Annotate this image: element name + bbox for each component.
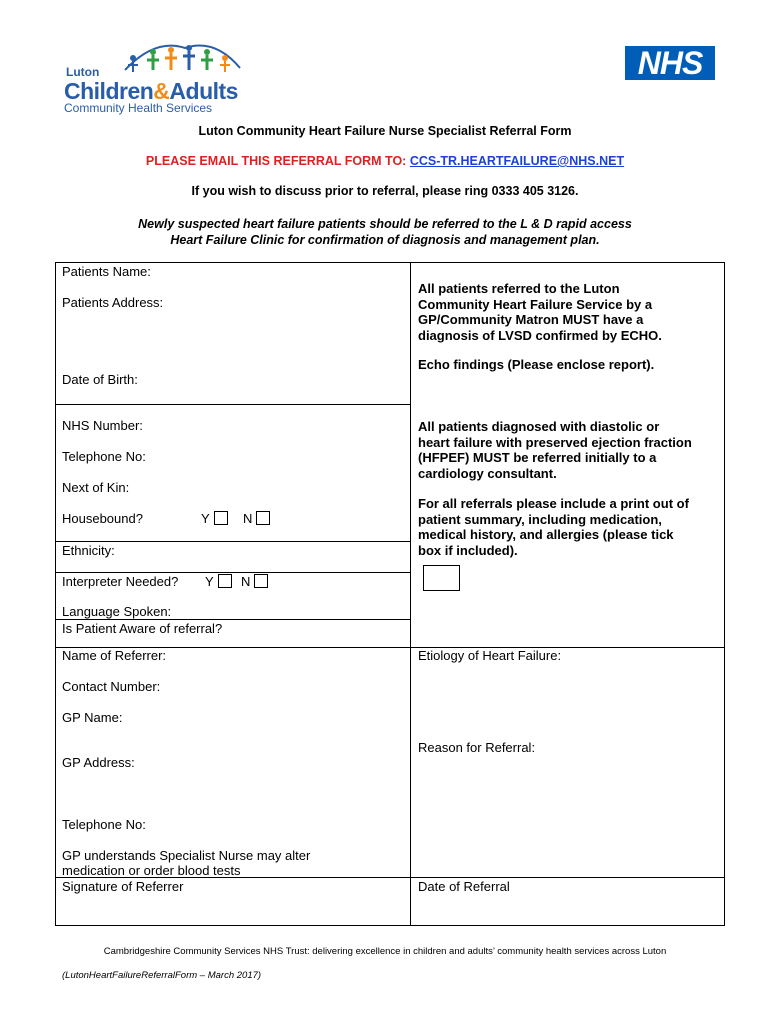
form-title: Luton Community Heart Failure Nurse Specialist Referral Form (198, 124, 572, 138)
signature-label: Signature of Referrer (62, 879, 184, 894)
housebound-yes-checkbox[interactable] (214, 511, 228, 525)
row-divider (56, 404, 410, 405)
housebound-yes-label: Y (201, 511, 210, 526)
hfpef-line4: cardiology consultant. (418, 465, 557, 481)
patient-aware-label: Is Patient Aware of referral? (62, 621, 223, 636)
contact-number-label: Contact Number: (62, 679, 161, 694)
echo-findings: Echo findings (Please enclose report). (418, 357, 655, 372)
summary-included-checkbox[interactable] (423, 565, 460, 591)
logo-ampersand: & (153, 78, 170, 104)
nhs-logo: NHS (625, 46, 715, 80)
lvsd-line1: All patients referred to the Luton (418, 281, 620, 296)
row-divider (56, 541, 410, 542)
reason-label: Reason for Referral: (418, 740, 536, 755)
lvsd-requirement (418, 281, 723, 343)
interpreter-yes-checkbox[interactable] (218, 574, 232, 588)
interpreter-no-checkbox[interactable] (254, 574, 268, 588)
trust-footer: Cambridgeshire Community Services NHS Trust: delivering excellence in children and adults’ community health services across Luton (103, 946, 667, 957)
logo-name-part1: Children (64, 78, 154, 104)
print-line1: For all referrals please include a print out of (418, 496, 689, 511)
print-line3: medical history, and allergies (please tick (418, 527, 674, 542)
column-divider (410, 263, 411, 925)
print-line2: patient summary, including medication, (418, 511, 662, 527)
interpreter-no-label: N (241, 574, 251, 589)
interpreter-yes-label: Y (205, 574, 214, 589)
lvsd-line4: diagnosis of LVSD confirmed by ECHO. (418, 327, 662, 343)
gp-understands-line1: GP understands Specialist Nurse may alter (62, 848, 311, 863)
print-line4: box if included). (418, 542, 518, 558)
hfpef-line3: (HFPEF) MUST be referred initially to a (418, 450, 657, 465)
housebound-no-label: N (243, 511, 253, 526)
referral-note (0, 216, 770, 248)
email-instruction (0, 154, 770, 168)
hfpef-line2: heart failure with preserved ejection fraction (418, 434, 692, 450)
language-label: Language Spoken: (62, 604, 172, 619)
gp-telephone-label: Telephone No: (62, 817, 146, 832)
patient-name-label: Patients Name: (62, 264, 151, 279)
nhs-number-label: NHS Number: (62, 418, 143, 433)
telephone-label: Telephone No: (62, 449, 146, 464)
housebound-no-checkbox[interactable] (256, 511, 270, 525)
gp-address-label: GP Address: (62, 755, 135, 770)
print-out-instruction (418, 496, 723, 558)
organisation-logo (60, 40, 260, 120)
date-referral-label: Date of Referral (418, 879, 510, 894)
next-of-kin-label: Next of Kin: (62, 480, 130, 495)
housebound-yes (201, 511, 228, 526)
patient-address-label: Patients Address: (62, 295, 164, 310)
referral-note-line2: Heart Failure Clinic for confirmation of diagnosis and management plan. (170, 233, 600, 247)
lvsd-line3: GP/Community Matron MUST have a (418, 312, 644, 327)
email-prefix: PLEASE EMAIL THIS REFERRAL FORM TO: (145, 154, 410, 168)
ethnicity-label: Ethnicity: (62, 543, 115, 558)
gp-name-label: GP Name: (62, 710, 123, 725)
form-reference: (LutonHeartFailureReferralForm – March 2017) (62, 970, 262, 981)
gp-understands-line2: medication or order blood tests (62, 863, 241, 878)
dob-label: Date of Birth: (62, 372, 138, 387)
children-figures-icon (115, 40, 245, 76)
phone-instruction: If you wish to discuss prior to referral, please ring 0333 405 3126. (191, 184, 579, 198)
housebound-no (243, 511, 270, 526)
email-link[interactable]: CCS-TR.HEARTFAILURE@NHS.NET (409, 154, 625, 168)
interpreter-yes (205, 574, 232, 589)
housebound-label: Housebound? (62, 511, 143, 526)
hfpef-requirement (418, 419, 723, 481)
etiology-label: Etiology of Heart Failure: (418, 648, 562, 663)
hfpef-line1: All patients diagnosed with diastolic or (418, 419, 660, 434)
logo-tagline: Community Health Services (64, 101, 213, 115)
referrer-name-label: Name of Referrer: (62, 648, 167, 663)
referral-note-line1: Newly suspected heart failure patients should be referred to the L & D rapid access (138, 217, 632, 231)
row-divider (56, 572, 410, 573)
row-divider (56, 619, 410, 620)
logo-town: Luton (66, 65, 100, 79)
logo-name-part2: Adults (169, 78, 238, 104)
interpreter-label: Interpreter Needed? (62, 574, 179, 589)
interpreter-no (241, 574, 268, 589)
lvsd-line2: Community Heart Failure Service by a (418, 296, 653, 312)
